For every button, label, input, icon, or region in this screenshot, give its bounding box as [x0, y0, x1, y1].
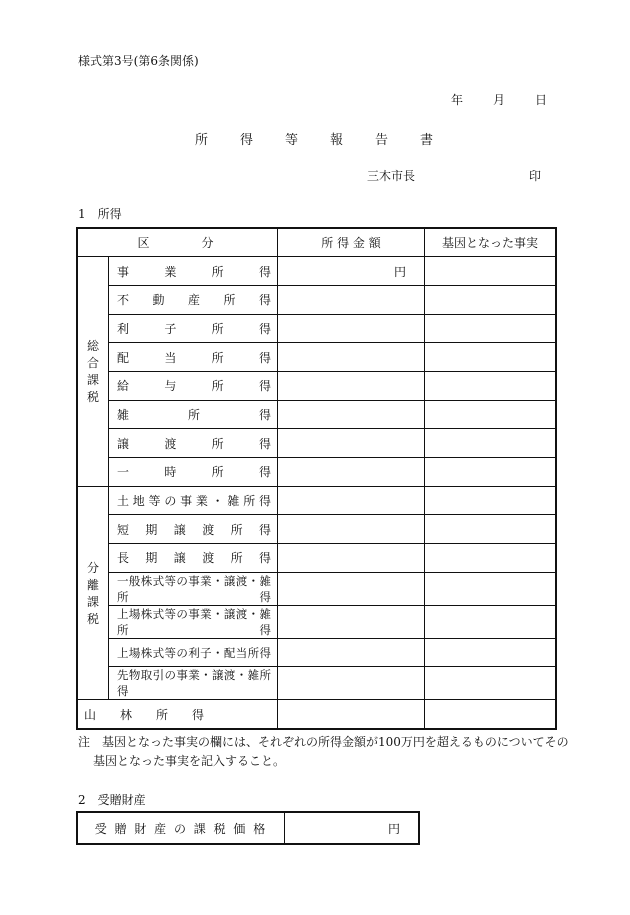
basis-cell[interactable] [425, 544, 557, 573]
table-row [77, 285, 556, 314]
table-row [77, 458, 556, 487]
item-forest-income: 山 林 所 得 [77, 700, 278, 729]
seal-mark: 印 [529, 169, 542, 183]
form-number: 様式第3号(第6条関係) [78, 54, 199, 68]
item-label: 長期譲渡所得 [109, 544, 278, 573]
section-income-heading: 1 所得 [78, 207, 122, 221]
gift-amount-cell[interactable]: 円 [285, 812, 420, 844]
document-title: 所得等報告書 [194, 133, 465, 148]
basis-cell[interactable] [425, 429, 557, 458]
table-row [77, 314, 556, 343]
section-gift-heading: 2 受贈財産 [78, 793, 146, 807]
header-row [77, 228, 556, 257]
basis-cell[interactable] [425, 667, 557, 700]
basis-cell[interactable] [425, 458, 557, 487]
item-label: 不動産所得 [109, 285, 278, 314]
basis-cell[interactable] [425, 371, 557, 400]
basis-cell[interactable] [425, 605, 557, 638]
item-label: 一時所得 [109, 458, 278, 487]
amount-cell[interactable] [278, 314, 425, 343]
table-row [77, 343, 556, 372]
item-label: 事業所得 [109, 257, 278, 286]
group-general-tax [77, 257, 109, 487]
amount-cell[interactable] [278, 486, 425, 515]
basis-cell[interactable] [425, 314, 557, 343]
amount-cell[interactable] [278, 343, 425, 372]
date-day: 日 [535, 93, 548, 107]
amount-cell[interactable] [278, 700, 425, 729]
group-label-char: 税 [86, 612, 99, 627]
group-label-char: 合 [86, 356, 99, 371]
income-table [76, 227, 557, 730]
amount-cell[interactable] [278, 400, 425, 429]
group-label-char: 総 [86, 339, 99, 354]
amount-cell[interactable]: 円 [278, 257, 425, 286]
item-label: 土地等の事業・雑所得 [109, 486, 278, 515]
amount-cell[interactable] [278, 429, 425, 458]
basis-cell[interactable] [425, 400, 557, 429]
note-line-1: 注 基因となった事実の欄には、それぞれの所得金額が100万円を超えるものについてその [78, 735, 569, 749]
item-label: 上場株式等の利子・配当所得 [109, 638, 278, 667]
amount-cell[interactable] [278, 667, 425, 700]
group-label-char: 離 [86, 578, 99, 593]
table-row [77, 605, 556, 638]
item-label: 先物取引の事業・譲渡・雑所得 [109, 667, 278, 700]
basis-cell[interactable] [425, 572, 557, 605]
amount-cell[interactable] [278, 605, 425, 638]
date-line [451, 91, 547, 108]
basis-cell[interactable] [425, 343, 557, 372]
table-row [77, 371, 556, 400]
table-row [77, 515, 556, 544]
basis-cell[interactable] [425, 486, 557, 515]
amount-cell[interactable] [278, 572, 425, 605]
item-label: 利子所得 [109, 314, 278, 343]
table-row [77, 400, 556, 429]
gift-table [76, 811, 420, 845]
group-general-label [78, 337, 108, 405]
group-separate-tax [77, 486, 109, 700]
group-label-char: 課 [86, 595, 99, 610]
item-label: 譲渡所得 [109, 429, 278, 458]
col-amount-header: 所 得 金 額 [278, 228, 425, 257]
table-row [77, 667, 556, 700]
table-row [77, 812, 419, 844]
table-row [77, 572, 556, 605]
group-separate-label [78, 559, 108, 627]
amount-cell[interactable] [278, 638, 425, 667]
item-label: 一般株式等の事業・譲渡・雑所得 [109, 572, 278, 605]
col-basis-header: 基因となった事実 [425, 228, 557, 257]
group-label-char: 分 [86, 561, 99, 576]
amount-cell[interactable] [278, 458, 425, 487]
basis-cell[interactable] [425, 285, 557, 314]
addressee: 三木市長 [367, 169, 416, 183]
table-row [77, 638, 556, 667]
col-category-header: 区 分 [77, 228, 278, 257]
group-label-char: 税 [86, 390, 99, 405]
amount-cell[interactable] [278, 285, 425, 314]
date-year: 年 [451, 93, 464, 107]
item-label: 給与所得 [109, 371, 278, 400]
table-row [77, 429, 556, 458]
item-label: 短期譲渡所得 [109, 515, 278, 544]
amount-cell[interactable] [278, 544, 425, 573]
group-label-char: 課 [86, 373, 99, 388]
amount-cell[interactable] [278, 371, 425, 400]
gift-label: 受 贈 財 産 の 課 税 価 格 [77, 812, 285, 844]
item-label: 上場株式等の事業・譲渡・雑所得 [109, 605, 278, 638]
table-row [77, 486, 556, 515]
basis-cell[interactable] [425, 638, 557, 667]
basis-cell[interactable] [425, 257, 557, 286]
basis-cell[interactable] [425, 700, 557, 729]
table-row [77, 257, 556, 286]
amount-cell[interactable] [278, 515, 425, 544]
table-row [77, 544, 556, 573]
item-label: 配当所得 [109, 343, 278, 372]
date-month: 月 [493, 93, 506, 107]
table-row [77, 700, 556, 729]
item-label: 雑所得 [109, 400, 278, 429]
note-line-2: 基因となった事実を記入すること。 [93, 754, 286, 768]
basis-cell[interactable] [425, 515, 557, 544]
